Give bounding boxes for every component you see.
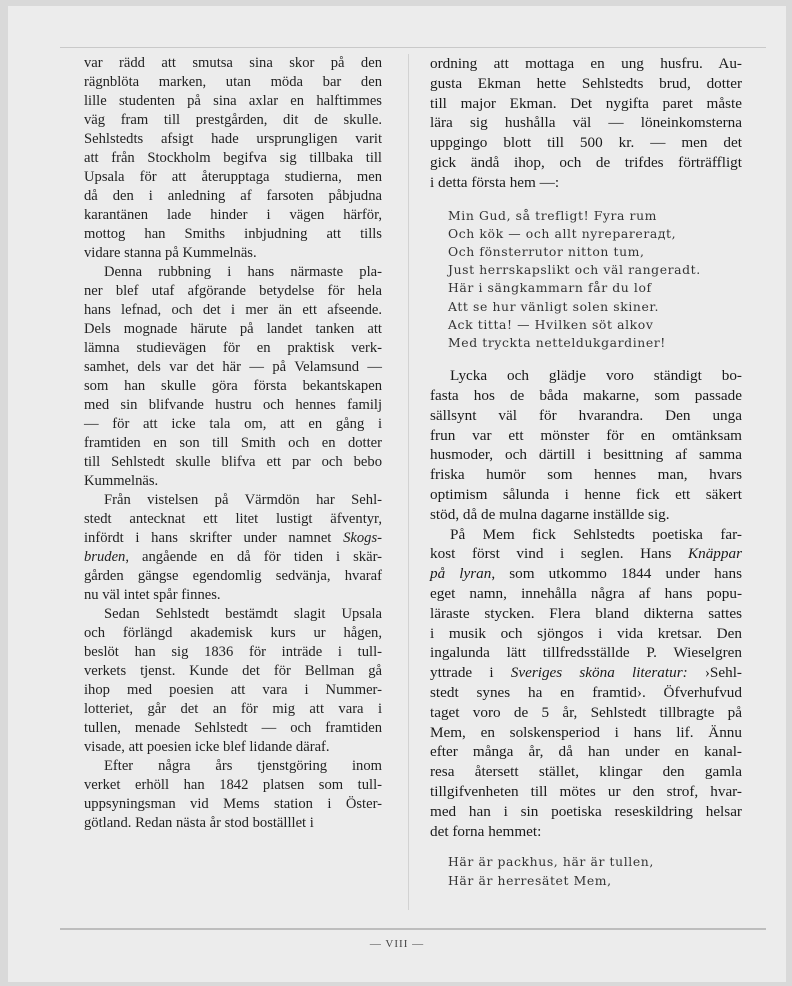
text-line: rägnblöta marken, utan möda bar den <box>84 74 382 90</box>
text-line: — för att icke tala om, att en gång i <box>84 416 382 432</box>
text-line: Denna rubbning i hans närmaste pla- <box>104 264 382 280</box>
text-line: samhet, dels var det här — på Velamsund — <box>84 359 382 375</box>
text-line: uppgingo blott till 500 kr. — men det <box>430 134 742 152</box>
poem-line: Min Gud, så trefligt! Fyra rum <box>448 207 658 223</box>
text-line: Mem, en solskensperiod i hans lif. Ännu <box>430 723 742 741</box>
paragraph <box>84 263 382 491</box>
text-line: bruden, angående en då för tiden i skär- <box>84 549 382 565</box>
text-line: fasta hos de båda makarne, som passade <box>430 387 742 404</box>
text-line: läraste stycken. Flera bland dikterna sattes <box>430 604 742 622</box>
text-line: Upsala för att återupptaga studierna, men <box>84 169 382 185</box>
text-line: På Mem fick Sehlstedts poetiska far- <box>450 525 742 543</box>
text-line: ingalunda lätt tillfredsställde P. Wieselgren <box>430 644 742 662</box>
text-line: som han skulle göra första bekantskapen <box>84 378 382 394</box>
paragraph <box>430 366 742 524</box>
text-line: gården gängse egendomlig sedvänja, hvaraf <box>84 568 382 584</box>
text-line: Från vistelsen på Värmdön har Sehl- <box>104 492 382 508</box>
text-line: nu väl intet spår finnes. <box>84 587 221 603</box>
text-line: tillgifvenheten till mötes ur den strof, hvar- <box>430 782 742 800</box>
text-line: var rädd att smutsa sina skor på den <box>84 55 382 71</box>
text-line: gusta Ekman hette Sehlstedts brud, dotter <box>430 74 742 92</box>
text-line: efter många år, då han under en kanal- <box>430 743 742 761</box>
text-line: Lycka och glädje voro ständigt bo- <box>450 367 742 385</box>
text-line: verkets tjenst. Kunde det för Bellman gå <box>84 663 382 679</box>
text-line: med sin blifvande hustru och hennes familj <box>84 397 382 413</box>
text-line: framtiden en son till Smith och en dotter <box>84 435 382 451</box>
text-line: tullen, menade Sehlstedt — och framtiden <box>84 720 382 736</box>
paragraph <box>430 525 742 842</box>
text-line: lämna studievägen för en praktisk verk- <box>84 340 382 356</box>
text-line: vidare stanna på Kummelnäs. <box>84 245 257 261</box>
text-line: hans lefnad, och det i mer än ett afseende. <box>84 302 382 318</box>
text-line: till Sehlstedt skulle blifva ett par och bebo <box>84 454 382 470</box>
poem-line: Här i sängkammarn får du lof <box>448 280 652 296</box>
text-line: husmoder, och därtill i besittning af samma <box>430 446 742 464</box>
text-line: Sehlstedts afsigt hade ursprungligen varit <box>84 131 382 147</box>
text-line: taget voro de 5 år, Sehlstedt tillbragte på <box>430 703 742 721</box>
poem-line: Just herrskapslikt och väl rangeradt. <box>448 262 701 278</box>
text-line: då den i anledning af farsoten påbjudna <box>84 188 382 204</box>
text-line: visade, att poesien icke blef lidande däraf. <box>84 739 330 755</box>
right-paragraph-3 <box>430 525 742 842</box>
text-line: och förlängd akademisk kurs ur hågen, <box>84 625 382 641</box>
poem-line: Med tryckta netteldukgardiner! <box>448 335 666 350</box>
text-line: väg fram till prestgården, dit de skulle. <box>84 112 382 128</box>
text-line: mottog han Smiths inbjudning att tills <box>84 226 382 242</box>
poem-quote-end <box>448 853 742 889</box>
text-line: yttrade i Sveriges sköna literatur: ›Sehl- <box>430 664 742 682</box>
text-line: Sedan Sehlstedt bestämdt slagit Upsala <box>104 606 382 622</box>
text-line: verket erhöll han 1842 platsen som tull- <box>84 777 382 793</box>
page-number: — VIII — <box>369 938 425 950</box>
right-intro-paragraph <box>430 54 742 193</box>
left-text-column <box>84 54 382 833</box>
poem-line: Att se hur vänligt solen skiner. <box>448 298 660 314</box>
paragraph <box>84 491 382 605</box>
poem-line: Ack titta! — Hvilken söt alkov <box>448 316 654 332</box>
text-line: Dels mognade härute på landet tanken att <box>84 321 382 337</box>
text-line: lära sig hushålla väl — löneinkomsterna <box>430 114 742 132</box>
poem-stanza <box>448 207 742 353</box>
text-line: stedt antecknat ett litet lustigt äfventyr, <box>84 511 382 527</box>
text-line: Kummelnäs. <box>84 473 159 489</box>
book-page <box>8 6 786 982</box>
paragraph <box>84 757 382 833</box>
poem-line: Här är packhus, här är tullen, <box>448 854 654 870</box>
text-line: optimism sålunda i henne fick ett säkert <box>430 485 742 503</box>
column-divider <box>408 54 409 910</box>
text-line: ordning att mottaga en ung husfru. Au- <box>430 55 742 72</box>
poem-line: Och fönsterrutor nitton tum, <box>448 243 645 259</box>
paragraph <box>84 54 382 263</box>
right-paragraph-2 <box>430 366 742 524</box>
text-line: med han i sin poetiska reseskildring helsar <box>430 802 742 820</box>
bottom-rule <box>60 928 766 930</box>
text-line: till major Ekman. Det nygifta paret måste <box>430 94 742 112</box>
text-line: det forna hemmet: <box>430 822 542 840</box>
text-line: götland. Redan nästa år stod boställlet i <box>84 815 314 831</box>
text-line: på lyran, som utkommo 1844 under hans <box>430 565 742 583</box>
text-line: beslöt han sig 1836 för inträde i tull- <box>84 644 382 660</box>
text-line: stöd, då de mulna dagarne inställde sig. <box>430 505 670 523</box>
text-line: resa återsett stället, klingar den gamla <box>430 763 742 781</box>
text-line: kost först vind i seglen. Hans Knäppar <box>430 545 742 563</box>
poem-line: Och kök — och allt nyreparerадt, <box>448 225 677 241</box>
top-rule <box>60 47 766 48</box>
text-line: sällsynt väl för hvarandra. Den unga <box>430 406 742 424</box>
text-line: ihop med poesien att vara i Nummer- <box>84 682 382 698</box>
text-line: i musik och sjöngos i vida kretsar. Den <box>430 624 742 642</box>
text-line: karantänen lade hinder i vägen härför, <box>84 207 382 223</box>
text-line: uppsyningsman vid Mems station i Öster- <box>84 796 382 812</box>
text-line: infördt i hans skrifter under namnet Skogs- <box>84 530 382 546</box>
text-line: stedt synes ha en framtid›. Öfverhufvud <box>430 683 742 701</box>
paragraph <box>430 54 742 193</box>
poem-line: Här är herresätet Mem, <box>448 872 612 888</box>
text-line: gick ändå ihop, och de trifdes förträffligt <box>430 153 742 171</box>
text-line: Efter några års tjenstgöring inom <box>104 758 382 774</box>
paragraph <box>84 605 382 757</box>
text-line: lille studenten på sina axlar en halftimmes <box>84 93 382 109</box>
text-line: att från Stockholm begifva sig tillbaka till <box>84 150 382 166</box>
text-line: friska humör som hennes man, hvars <box>430 466 742 484</box>
text-line: i detta första hem —: <box>430 173 560 191</box>
text-line: lotteriet, går det an för mig att vara i <box>84 701 382 717</box>
text-line: ner blef utaf afgörande betydelse för hela <box>84 283 382 299</box>
right-text-column <box>430 54 742 890</box>
text-line: frun var ett mönster för en omtänksam <box>430 426 742 444</box>
text-line: eget namn, innehålla några af hans popu- <box>430 584 742 602</box>
